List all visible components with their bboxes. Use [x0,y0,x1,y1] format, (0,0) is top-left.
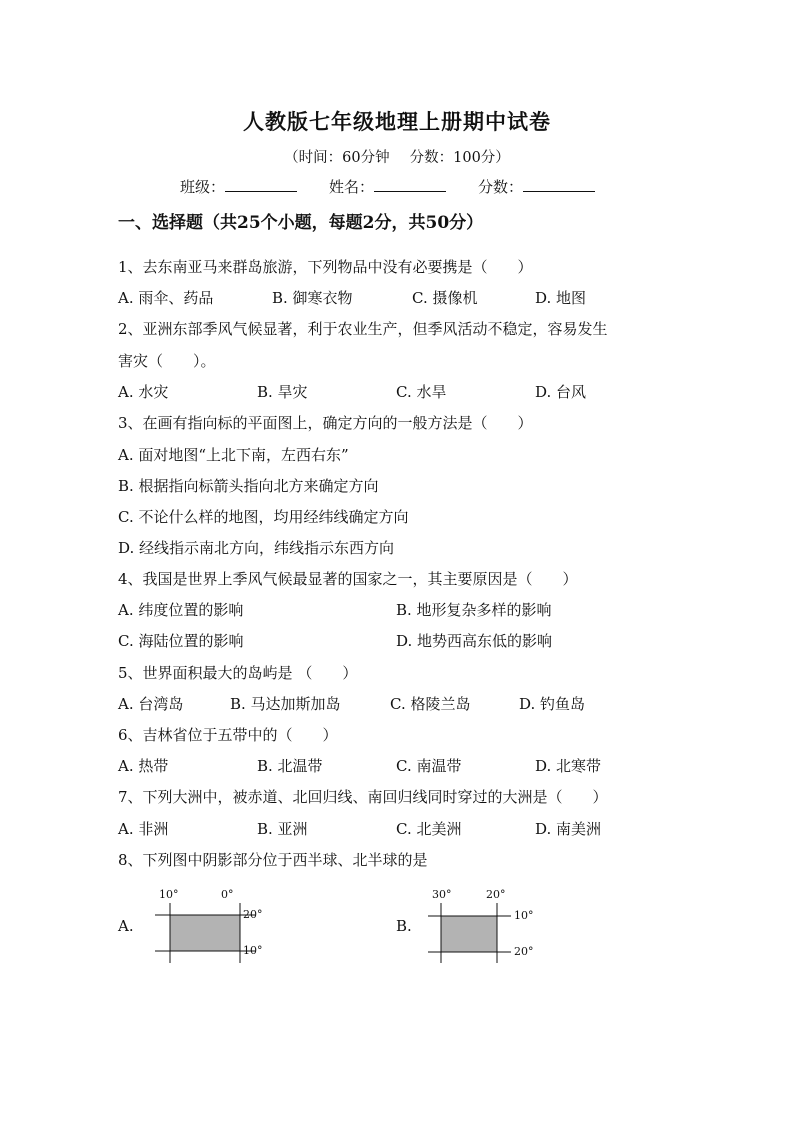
time-info: （时间：60分钟 [284,150,390,166]
question-1-option-c: C. 摄像机 [412,289,478,307]
question-6-option-c: C. 南温带 [396,757,462,775]
question-3-stem: 3、在画有指向标的平面图上，确定方向的一般方法是（ ） [118,414,533,432]
score-blank [523,177,595,192]
question-2-stem: 2、亚洲东部季风气候显著，利于农业生产，但季风活动不稳定，容易发生 [118,320,608,338]
question-5-option-b: B. 马达加斯加岛 [230,695,341,713]
question-6-option-a: A. 热带 [118,757,169,775]
diagram-b-right-top-label: 10° [514,909,534,922]
question-6-stem: 6、吉林省位于五带中的（ ） [118,726,338,744]
question-1-stem: 1、去东南亚马来群岛旅游，下列物品中没有必要携是（ ） [118,258,533,276]
question-8-stem: 8、下列图中阴影部分位于西半球、北半球的是 [118,851,428,869]
score-label: 分数： [478,178,524,196]
question-5-option-d: D. 钓鱼岛 [519,695,586,713]
question-2-option-c: C. 水旱 [396,383,447,401]
question-6-option-b: B. 北温带 [257,757,323,775]
question-6-option-d: D. 北寒带 [535,757,602,775]
question-1-option-a: A. 雨伞、药品 [118,289,214,307]
question-4-stem: 4、我国是世界上季风气候最显著的国家之一，其主要原因是（ ） [118,570,578,588]
name-label: 姓名： [329,178,375,196]
question-2-stem-cont: 害灾（ ）。 [118,352,216,370]
question-1-option-b: B. 御寒衣物 [272,289,353,307]
question-4-option-c: C. 海陆位置的影响 [118,632,244,650]
diagram-a-shaded-area [170,915,240,951]
diagram-b-shaded-area [441,916,497,952]
exam-subtitle [0,146,794,167]
diagram-a-right-bottom-label: 10° [243,944,263,957]
diagram-b-top-left-label: 30° [432,888,452,901]
diagram-a-top-right-label: 0° [221,888,234,901]
page-title: 人教版七年级地理上册期中试卷 [243,109,551,134]
diagram-b-map [424,885,554,965]
diagram-b-label: B. [396,917,412,935]
question-1-option-d: D. 地图 [535,289,587,307]
question-7-option-d: D. 南美洲 [535,820,602,838]
question-4-option-d: D. 地势西高东低的影响 [396,632,553,650]
question-2-option-d: D. 台风 [535,383,587,401]
diagram-a-right-top-label: 20° [243,908,263,921]
name-blank [374,177,446,192]
question-3-option-c: C. 不论什么样的地图，均用经纬线确定方向 [118,508,409,526]
class-label: 班级： [180,178,226,196]
question-7-option-c: C. 北美洲 [396,820,462,838]
diagram-a-label: A. [118,917,134,935]
question-7-option-b: B. 亚洲 [257,820,308,838]
question-4-option-a: A. 纬度位置的影响 [118,601,244,619]
student-info-row [180,176,595,197]
question-5-stem: 5、世界面积最大的岛屿是 （ ） [118,664,358,682]
diagram-b-right-bottom-label: 20° [514,945,534,958]
class-blank [225,177,297,192]
diagram-a-map [145,885,275,965]
diagram-b-top-right-label: 20° [486,888,506,901]
question-7-stem: 7、下列大洲中，被赤道、北回归线、南回归线同时穿过的大洲是（ ） [118,788,608,806]
question-5-option-a: A. 台湾岛 [118,695,184,713]
question-3-option-d: D. 经线指示南北方向，纬线指示东西方向 [118,539,395,557]
question-5-option-c: C. 格陵兰岛 [390,695,471,713]
question-3-option-a: A. 面对地图“上北下南，左西右东” [118,446,349,464]
diagram-a-top-left-label: 10° [159,888,179,901]
question-2-option-a: A. 水灾 [118,383,169,401]
question-3-option-b: B. 根据指向标箭头指向北方来确定方向 [118,477,379,495]
score-info: 分数：100分） [409,150,510,166]
question-2-option-b: B. 旱灾 [257,383,308,401]
question-4-option-b: B. 地形复杂多样的影响 [396,601,552,619]
question-7-option-a: A. 非洲 [118,820,169,838]
section-heading: 一、选择题（共25个小题，每题2分，共50分） [118,213,484,233]
